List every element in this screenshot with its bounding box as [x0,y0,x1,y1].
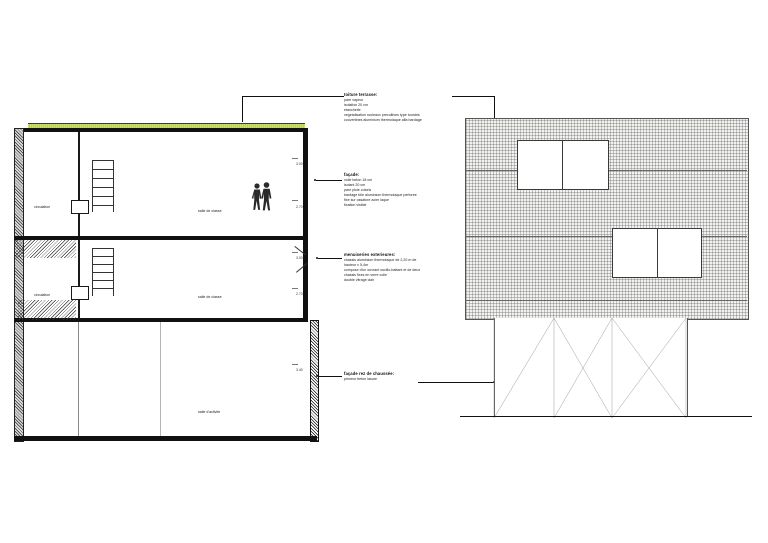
right-wall-rdc [310,320,319,442]
level-mark-2: 2.70 [296,205,303,209]
annotation-line: fixation visible [344,203,367,207]
leader-menuiseries-dot [316,257,318,259]
ground-slab-nib [303,436,317,441]
level-tick-3 [292,252,298,253]
annotation-title: façade rez de chaussée: [344,371,395,376]
annotation-line: chassis aluminium thermolaque de 2,20 m de [344,258,417,262]
left-exterior-wall [14,128,24,240]
annotation-line: isolant 20 cm [344,183,366,187]
room-label-circulation-r1: circulation [34,293,51,297]
column-line-2 [160,322,161,436]
level-mark-1: 3.00 [296,162,303,166]
cladding-joint-3 [465,300,747,301]
level-tick-5 [292,364,298,365]
leader-facade-rdc-left [318,376,342,377]
door-opening-level1 [71,286,89,300]
level-mark-5: 3.40 [296,368,303,372]
leader-menuiseries [318,258,342,259]
leader-facade-dot [314,179,316,181]
column-line-1 [78,322,79,436]
room-label-salle-de-classe-r2: salle de classe [198,209,222,213]
elevation-ground-line [460,416,752,417]
right-exterior-wall [303,128,308,240]
annotation-line: couvertines aluminium thermolaque alfa bardage [344,118,422,122]
stair-level2 [92,160,114,212]
level-tick-4 [292,288,298,289]
window-lower-mullion [657,229,658,277]
leader-toiture-left-vert [242,96,243,122]
room-label-salle-de-classe-r1: salle de classe [198,295,222,299]
stair-level1 [92,248,114,296]
partition-level2 [78,132,80,236]
level-mark-3: 3.00 [296,256,303,260]
facade-elevation-drawing [440,0,768,543]
level-mark-4: 2.70 [296,292,303,296]
terrain-hatch-left [14,240,76,258]
annotation-line: pare vapeur [344,98,364,102]
window-upper-mullion [562,141,563,189]
annotation-line: vegetalisation rouleaux precultives type tourdris [344,113,420,117]
annotation-line: hauteur x 5,4m [344,263,368,267]
left-wall-base [14,320,24,442]
door-opening-level2 [71,200,89,214]
annotation-line: bardage tôle aluminium thermolaque perforee [344,193,417,197]
level-tick-2 [292,200,298,201]
annotation-line: double vitrage clair [344,278,375,282]
annotation-line: compose d'un ouvrant oscillo-battant et de deux [344,268,421,272]
terrain-hatch-lower [18,300,76,320]
leader-facade-rdc-dot-left [316,375,318,377]
room-label-salle-activite-rdc: salle d'activite [198,410,221,414]
leader-facade [316,180,342,181]
level-tick-1 [292,158,298,159]
human-figures-silhouette [250,182,276,216]
annotation-line: fixe sur ossature acier laque [344,198,389,202]
annotation-title: toiture terrasse: [344,92,378,97]
partition-level1 [78,240,80,318]
annotation-line: voile beton 18 cm [344,178,373,182]
annotation-line: etancheite [344,108,361,112]
annotation-toiture-terrasse [344,92,454,123]
leader-toiture-horiz [242,96,344,97]
annotation-line: pare pluie coloris [344,188,372,192]
ground-floor-slab [14,436,317,441]
window-lower [612,228,702,278]
cladding-joint-2 [465,236,747,237]
annotation-line: chassis fixes en verre colle [344,273,387,277]
annotation-title: façade: [344,172,360,177]
building-section-drawing [0,0,345,543]
window-upper [517,140,609,190]
roof-slab [14,128,306,132]
ground-floor-construction-lines [460,316,750,420]
annotation-line: primeur beton lasure [344,377,377,381]
annotation-line: isolation 20 cm [344,103,368,107]
annotation-title: menuiseries exterieures: [344,252,396,257]
room-label-circulation-r2: circulation [34,205,51,209]
